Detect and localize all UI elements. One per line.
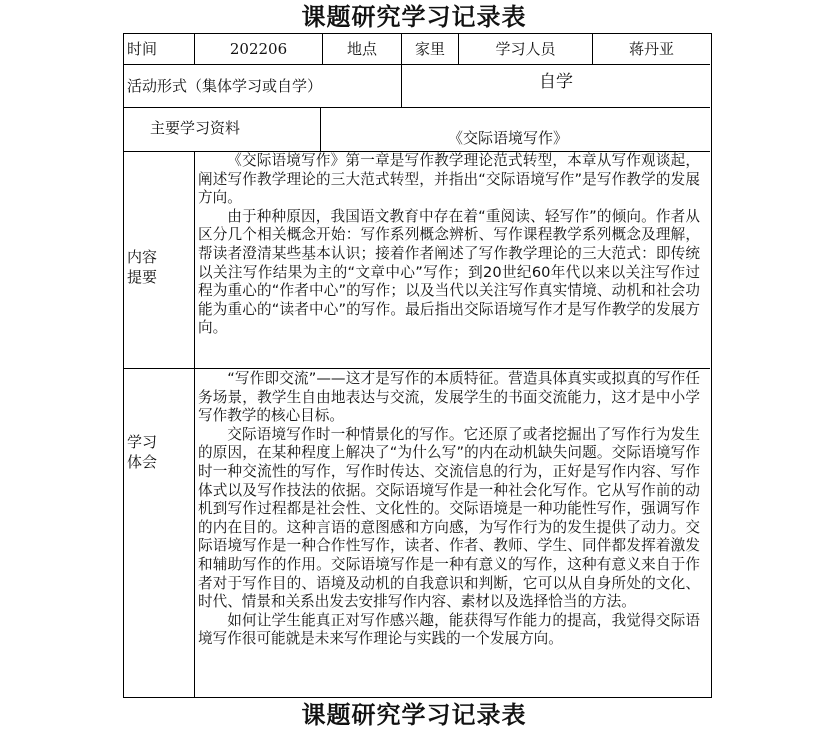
summary-paragraph: 由于种种原因，我国语文教育中存在着“重阅读、轻写作”的倾向。作者从区分几个相关概念开始：写作系列概念辨析、写作课程教学系列概念及理解，帮读者澄清某些基本认识；接着作者阐述了写作教学理论的三大范式：即传统以关注写作结果为主的“文章中心”写作；到20世纪60年代以来以关注写作过程为重心的“作者中心”的写作；以及当代以关注写作真实情境、动机和社会功能为重心的“读者中心”的写作。最后指出交际语境写作才是写作教学的发展方向。 [198,207,700,337]
reflection-paragraph: 如何让学生能真正对写作感兴趣，能获得写作能力的提高，我觉得交际语境写作很可能就是未来写作理论与实践的一个发展方向。 [198,611,700,648]
reflection-paragraph: “写作即交流”——这才是写作的本质特征。营造具体真实或拟真的写作任务场景，教学生自由地表达与交流，发展学生的书面交流能力，这才是中小学写作教学的核心目标。 [198,370,700,425]
place-value: 家里 [414,40,445,58]
record-table [123,33,712,698]
reflection-label: 学习体会 [127,433,158,471]
reflection-paragraph: 交际语境写作时一种情景化的写作。它还原了或者挖掘出了写作行为发生的原因，在某种程度上解决了“为什么写”的内在动机缺失问题。交际语境写作时一种交流性的写作，写作时传达、交流信息的行为，正好是写作内容、写作体式以及写作技法的依据。交际语境写作是一种社会化写作。它从写作前的动机到写作过程都是社会性、文化性的。交际语境是一种功能性写作，强调写作的内在目的。这种言语的意图感和方向感，为写作行为的发生提供了动力。交际语境写作是一种合作性写作，读者、作者、教师、学生、同伴都发挥着激发和辅助写作的作用。交际语境写作是一种有意义的写作，这种有意义来自于作者对于写作目的、语境及动机的自我意识和判断，它可以从自身所处的文化、时代、情景和关系出发去安排写作内容、素材以及选择恰当的方法。 [198,425,700,611]
place-label: 地点 [346,40,377,58]
summary-label: 内容提要 [127,248,158,286]
reflection-content [198,370,700,649]
time-value: 202206 [229,40,288,58]
row-divider [124,107,710,108]
row-divider [124,64,710,65]
activity-label: 活动形式（集体学习或自学） [127,77,323,95]
person-label: 学习人员 [495,40,556,58]
materials-value: 《交际语境写作》 [448,129,569,147]
time-label: 时间 [127,40,158,58]
page-title: 课题研究学习记录表 [301,2,527,31]
column-divider [320,107,321,151]
activity-value: 自学 [539,72,573,92]
materials-label: 主要学习资料 [150,119,241,137]
person-value: 蒋丹亚 [628,40,674,58]
summary-paragraph: 《交际语境写作》第一章是写作教学理论范式转型，本章从写作观谈起，阐述写作教学理论的三大范式转型，并指出“交际语境写作”是写作教学的发展方向。 [198,152,700,207]
column-divider [194,151,195,697]
row-divider [124,368,710,369]
summary-content [198,152,700,338]
next-page-title: 课题研究学习记录表 [301,700,527,729]
